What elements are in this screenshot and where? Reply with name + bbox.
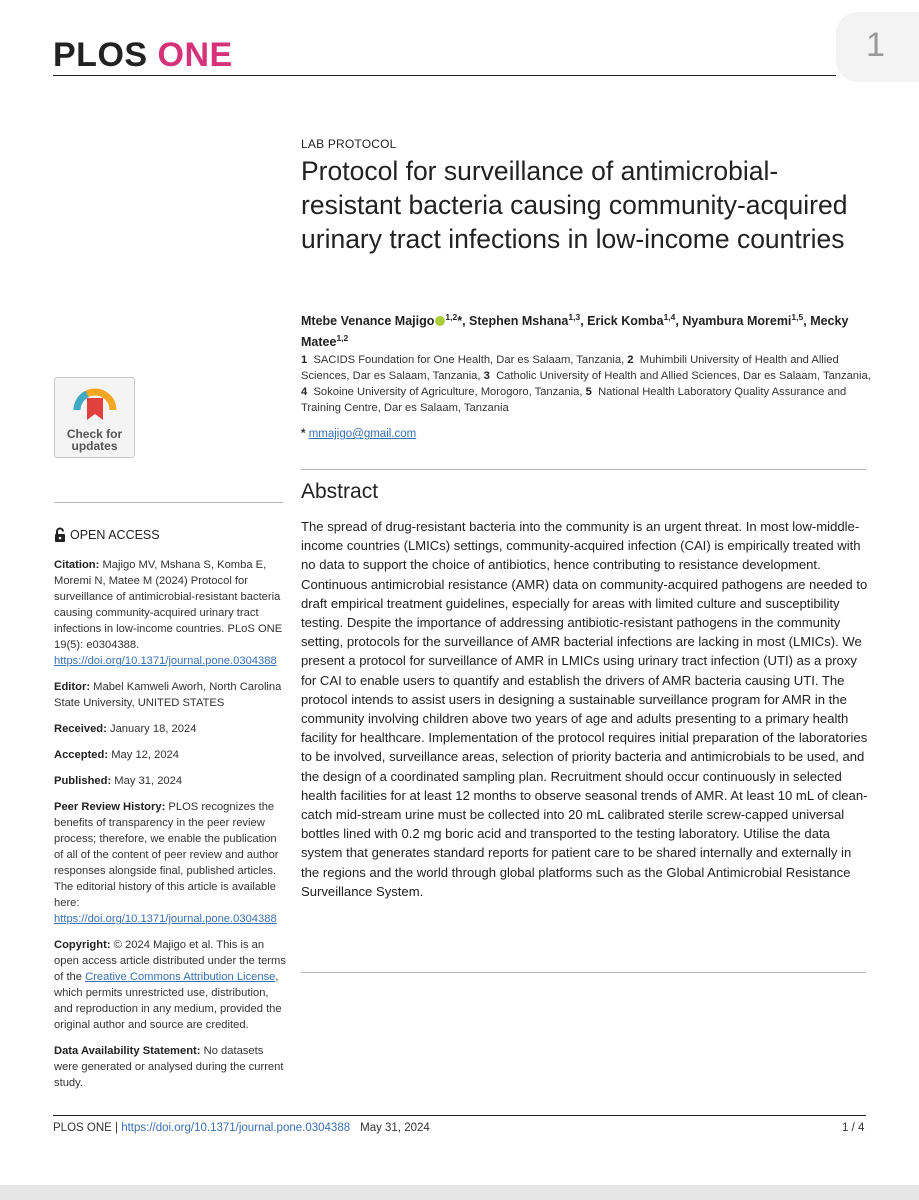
citation-doi-link[interactable]: https://doi.org/10.1371/journal.pone.0304388 [54,655,277,667]
abstract-divider-bottom [301,972,866,973]
editor-label: Editor: [54,681,91,693]
peer-review-block [54,799,286,927]
open-access-label: OPEN ACCESS [70,528,160,542]
author-affiliation: 1,2 [445,312,458,322]
author-affiliation: 1,4 [663,312,676,322]
check-for-updates-line1: Check for [66,427,123,441]
affiliation-list [301,352,871,416]
footer-divider [53,1115,866,1116]
open-lock-icon [54,527,66,542]
author-affiliation: 1,5 [791,312,804,322]
published-date: May 31, 2024 [114,775,183,787]
check-for-updates-line2: updates [71,439,118,453]
copyright-text: © 2024 Majigo et al. This is an open access article distributed under the terms of the [54,939,286,983]
abstract-divider-top [301,469,866,470]
corresponding-email-link[interactable]: mmajigo@gmail.com [308,428,417,440]
logo-plos: PLOS [53,36,148,74]
check-for-updates-label [55,428,134,452]
copyright-block [54,937,286,1033]
abstract-body: The spread of drug-resistant bacteria into the community is an urgent threat. In most low-middle-income countries (LMICs) settings, community-acquired infection (CAI) is empirically treated with no data to support the choice of antibiotics, hence contributing to resistance development. Continuous antimicrobial resistance (AMR) data on community-acquired pathogens are needed to draft empirical treatment guidelines, especially for areas with limited culture and susceptibility testing. Despite the importance of addressing antibiotic-resistant pathogens in the community setting, protocols for the surveillance of AMR bacterial infections are lacking in most (LMICs). We present a protocol for surveillance of AMR in LMICs using urinary tract infection (UTI) as a proxy for CAI to enable users to quantify and establish the drivers of AMR bacteria causing UTI. The protocol intends to assist users in designing a sustainable surveillance program for AMR in the community involving children above two years of age and adults presenting to a primary health facility for healthcare. Implementation of the protocol requires initial preparation of the laboratories to be involved, surveillance areas, selection of priority bacteria and antimicrobials to be used, and the design of a coordinated sampling plan. Recruitment should occur continuously in selected health facilities for at least 12 months to observe seasonal trends of AMR. At least 10 mL of clean-catch mid-stream urine must be collected into 20 mL calibrated sterile screw-capped universal bottles lined with 0.2 mg boric acid and transported to the testing laboratory. Utilise the data system that generates standard reports for patient care to be shared internally and externally in the regions and the world through global platforms such as the Global Antimicrobial Resistance Surveillance System. [301,519,868,899]
published-label: Published: [54,775,112,787]
left-column-divider [54,502,283,503]
accepted-label: Accepted: [54,749,109,761]
orcid-icon[interactable] [435,316,445,326]
copyright-label: Copyright: [54,939,111,951]
accepted-block [54,747,286,763]
affiliation-number: 1 [301,354,308,366]
footer-citation [53,1122,430,1134]
data-availability-label: Data Availability Statement: [54,1045,201,1057]
affiliation-text: SACIDS Foundation for One Health, Dar es Salaam, Tanzania, [313,354,625,366]
logo-one: ONE [157,36,233,74]
author-name[interactable]: Erick Komba [587,314,664,329]
author-name[interactable]: Stephen Mshana [469,314,569,329]
author-name[interactable]: Nyambura Moremi [682,314,792,329]
article-title: Protocol for surveillance of antimicrobial-resistant bacteria causing community-acquired urinary tract infections in low-income countries [301,156,848,254]
received-label: Received: [54,723,107,735]
published-block [54,773,286,789]
affiliation-text: National Health Laboratory Quality Assurance and Training Centre, Dar es Salaam, Tanzania [301,386,847,414]
header-divider [53,75,836,76]
peer-review-label: Peer Review History: [54,801,166,813]
author-name[interactable]: Mecky Matee [301,314,849,350]
corresponding-mark: * [301,428,306,440]
crossmark-icon [69,384,121,428]
affiliation-number: 3 [483,370,490,382]
copyright-text-rest: , which permits unrestricted use, distribution, and reproduction in any medium, provided the original author and source are credited. [54,971,282,1031]
citation-text: Majigo MV, Mshana S, Komba E, Moremi N, Matee M (2024) Protocol for surveillance of antimicrobial-resistant bacteria causing community-acquired urinary tract infections in low-income countries. PLoS ONE 19(5): e0304388. [54,559,283,651]
article-type: LAB PROTOCOL [301,137,397,151]
journal-logo [53,36,233,75]
received-block [54,721,286,737]
affiliation-number: 5 [585,386,592,398]
editor-block [54,679,286,711]
peer-review-link[interactable]: https://doi.org/10.1371/journal.pone.0304388 [54,913,277,925]
page-bottom-edge [0,1185,919,1200]
footer-date: May 31, 2024 [360,1122,430,1134]
page-number-tab [836,12,919,82]
author-list: Mtebe Venance Majigo $^{1,2}$*, Stephen Mshana$^{1,3}$, Erick Komba$^{1,4}$, Nyambura Moremi$^{1,5}$, Mecky Matee$^{1,2}$ [301,312,849,350]
accepted-date: May 12, 2024 [111,749,179,761]
footer-doi-link[interactable]: https://doi.org/10.1371/journal.pone.0304388 [121,1122,351,1134]
article-metadata [54,557,286,1101]
footer-separator: | [111,1122,122,1134]
author-affiliation: 1,3 [568,312,581,322]
corresponding-author [301,428,416,440]
peer-review-text: PLOS recognizes the benefits of transparency in the peer review process; therefore, we enable the publication of all of the content of peer review and author responses alongside final, published articles. The editorial history of this article is available here: [54,801,279,909]
author-name[interactable]: Mtebe Venance Majigo [301,314,435,329]
data-availability-text: No datasets were generated or analysed during the current study. [54,1045,284,1089]
footer-journal: PLOS ONE [53,1122,112,1134]
affiliation-text: Sokoine University of Agriculture, Morogoro, Tanzania, [313,386,583,398]
footer-page-count: 1 / 4 [842,1122,865,1134]
received-date: January 18, 2024 [109,723,197,735]
abstract-heading: Abstract [301,480,379,503]
affiliation-number: 2 [627,354,634,366]
affiliation-number: 4 [301,386,308,398]
author-affiliation: 1,2 [336,333,349,344]
affiliation-text: Catholic University of Health and Allied Sciences, Dar es Salaam, Tanzania, [496,370,871,382]
citation-block [54,557,286,669]
open-access-badge [54,527,160,542]
affiliation-text: Muhimbili University of Health and Allied Sciences, Dar es Salaam, Tanzania, [301,354,839,382]
citation-label: Citation: [54,559,100,571]
corresponding-marker: * [457,314,463,329]
license-link[interactable]: Creative Commons Attribution License [85,971,276,983]
data-availability-block [54,1043,286,1091]
editor-text: Mabel Kamweli Aworh, North Carolina State University, UNITED STATES [54,681,282,709]
page-number: 1 [866,26,885,64]
check-for-updates-button[interactable] [54,377,135,458]
